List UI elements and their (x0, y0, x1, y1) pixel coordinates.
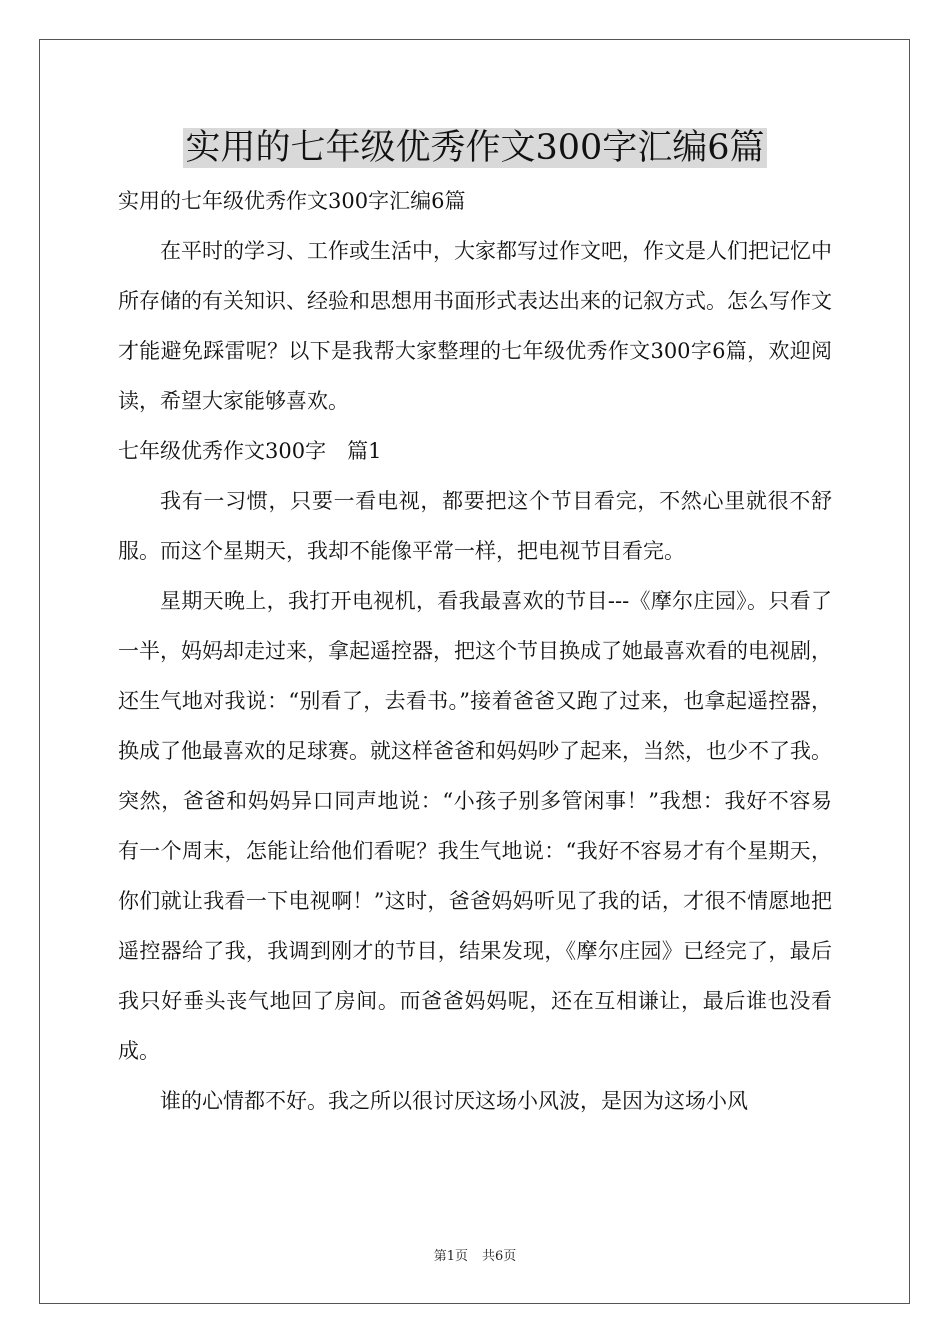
page-number-current: 第1页 (433, 1249, 468, 1264)
document-body (118, 176, 832, 1126)
body-paragraph: 谁的心情都不好。我之所以很讨厌这场小风波，是因为这场小风 (160, 1089, 748, 1113)
body-paragraph: 我有一习惯，只要一看电视，都要把这个节目看完，不然心里就很不舒服。而这个星期天，我却不能像平常一样，把电视节目看完。 (118, 489, 832, 563)
document-title-text: 实用的七年级优秀作文300字汇编6篇 (185, 128, 765, 168)
page-footer (0, 1247, 950, 1267)
section-heading: 七年级优秀作文300字 篇1 (118, 439, 382, 463)
document-title (0, 124, 950, 172)
body-paragraph: 星期天晚上，我打开电视机，看我最喜欢的节目---《摩尔庄园》。只看了一半，妈妈却走过来，拿起遥控器，把这个节目换成了她最喜欢看的电视剧，还生气地对我说：“别看了，去看书。”接着爸爸又跑了过来，也拿起遥控器，换成了他最喜欢的足球赛。就这样爸爸和妈妈吵了起来，当然，也少不了我。突然，爸爸和妈妈异口同声地说：“小孩子别多管闲事！”我想：我好不容易有一个周末，怎能让给他们看呢？我生气地说：“我好不容易才有个星期天，你们就让我看一下电视啊！”这时，爸爸妈妈听见了我的话，才很不情愿地把遥控器给了我，我调到刚才的节目，结果发现，《摩尔庄园》已经完了，最后我只好垂头丧气地回了房间。而爸爸妈妈呢，还在互相谦让，最后谁也没看成。 (118, 589, 832, 1063)
intro-paragraph: 在平时的学习、工作或生活中，大家都写过作文吧，作文是人们把记忆中所存储的有关知识、经验和思想用书面形式表达出来的记叙方式。怎么写作文才能避免踩雷呢？以下是我帮大家整理的七年级优秀作文300字6篇，欢迎阅读，希望大家能够喜欢。 (118, 239, 832, 413)
page-number-total: 共6页 (482, 1249, 517, 1264)
subtitle-line: 实用的七年级优秀作文300字汇编6篇 (118, 189, 466, 213)
